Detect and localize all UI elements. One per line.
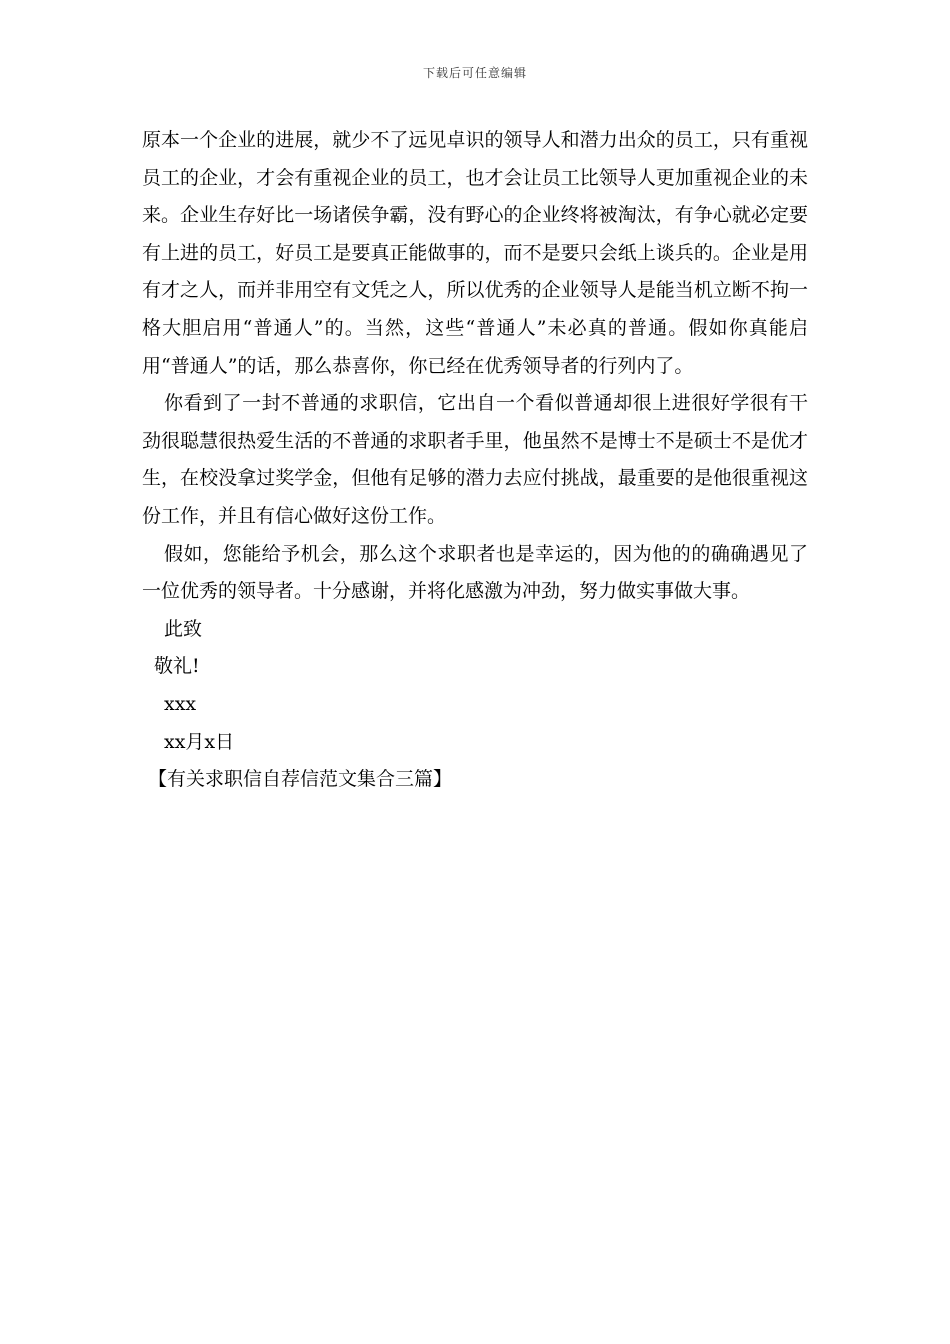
signature: xxx xyxy=(164,692,197,715)
paragraph-3: 假如，您能给予机会，那么这个求职者也是幸运的，因为他的的确确遇见了一位优秀的领导者。十分感谢，并将化感激为冲劲，努力做实事做大事。 xyxy=(142,542,808,603)
letter-body xyxy=(142,122,808,799)
closing-regards: 敬礼! xyxy=(154,655,200,678)
paragraph-1: 原本一个企业的进展，就少不了远见卓识的领导人和潜力出众的员工，只有重视员工的企业，才会有重视企业的员工，也才会让员工比领导人更加重视企业的未来。企业生存好比一场诸侯争霸，没有野心的企业终将被淘汰，有争心就必定要有上进的员工，好员工是要真正能做事的，而不是要只会纸上谈兵的。企业是用有才之人，而并非用空有文凭之人，所以优秀的企业领导人是能当机立断不拘一格大胆启用“普通人”的。当然，这些“普通人”未必真的普通。假如你真能启用“普通人”的话，那么恭喜你，你已经在优秀领导者的行列内了。 xyxy=(142,129,808,377)
closing-salutation: 此致 xyxy=(164,617,203,640)
footer-title: 【有关求职信自荐信范文集合三篇】 xyxy=(148,768,453,791)
date: xx月x日 xyxy=(164,730,235,753)
page-header: 下载后可任意编辑 xyxy=(422,66,527,80)
paragraph-2: 你看到了一封不普通的求职信，它出自一个看似普通却很上进很好学很有干劲很聪慧很热爱生活的不普通的求职者手里，他虽然不是博士不是硕士不是优才生，在校没拿过奖学金，但他有足够的潜力去应付挑战，最重要的是他很重视这份工作，并且有信心做好这份工作。 xyxy=(142,392,808,527)
